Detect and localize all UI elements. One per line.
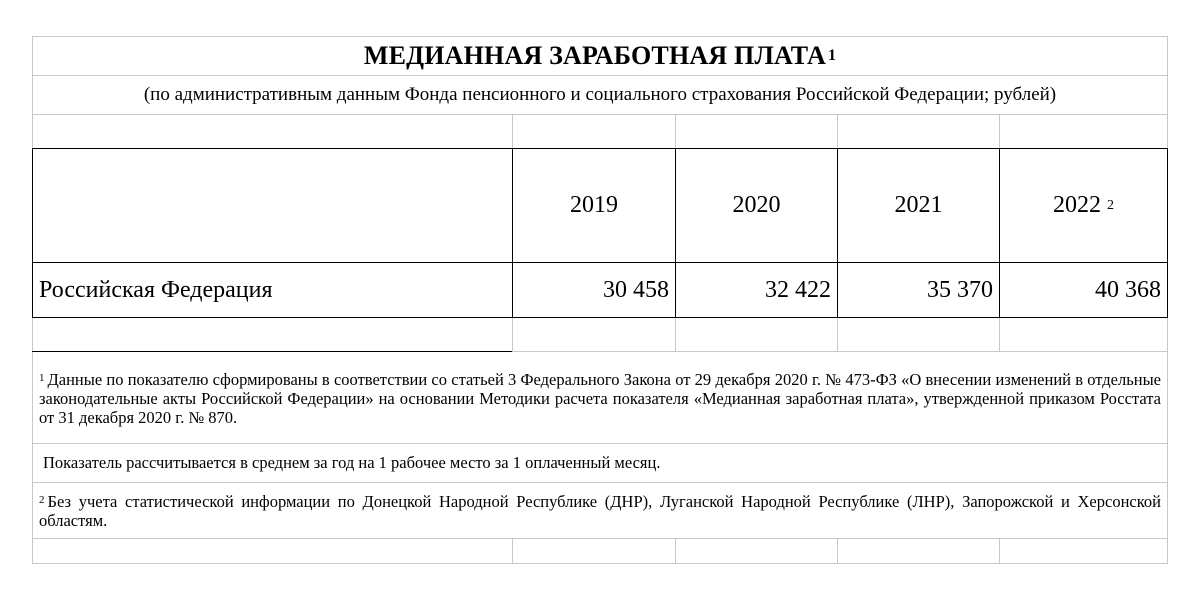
table-border bbox=[32, 317, 1168, 318]
grid-line bbox=[675, 538, 676, 564]
page-subtitle-text: (по административным данным Фонда пенсионного и социального страхования Российской Федерации; рублей) bbox=[143, 84, 1057, 105]
value-cell-2021[interactable] bbox=[838, 263, 999, 317]
grid-line bbox=[999, 538, 1000, 564]
page-title-text: МЕДИАННАЯ ЗАРАБОТНАЯ ПЛАТА bbox=[363, 41, 826, 70]
table-border bbox=[1167, 148, 1168, 318]
footnote-1-text: Данные по показателю сформированы в соответствии со статьей 3 Федерального Закона от 29 декабря 2020 г. № 473-ФЗ «О внесении изменений в отдельные законодательные акты Российской Федерации» на основании Методики расчета показателя «Медианная заработная плата», утвержденной приказом Росстата от 31 декабря 2020 г. № 870. bbox=[39, 369, 1161, 427]
grid-line bbox=[675, 317, 676, 351]
page-subtitle bbox=[33, 76, 1167, 114]
column-header-year: 2019 bbox=[570, 192, 618, 218]
value-text: 40 368 bbox=[1095, 276, 1161, 303]
grid-line bbox=[837, 538, 838, 564]
grid-line bbox=[32, 114, 1168, 115]
column-header-2019[interactable] bbox=[513, 149, 675, 262]
page-title bbox=[33, 37, 1167, 75]
grid-line bbox=[837, 317, 838, 351]
row-label-text: Российская Федерация bbox=[39, 276, 273, 303]
column-header-year: 2022 bbox=[1053, 192, 1101, 218]
value-text: 30 458 bbox=[603, 276, 669, 303]
column-header-year: 2021 bbox=[894, 192, 943, 218]
footnote-1-cell[interactable] bbox=[33, 352, 1167, 443]
value-cell-2020[interactable] bbox=[676, 263, 837, 317]
value-cell-2022[interactable] bbox=[1000, 263, 1167, 317]
value-text: 32 422 bbox=[765, 276, 831, 303]
grid-line bbox=[837, 114, 838, 148]
value-text: 35 370 bbox=[927, 276, 993, 303]
footnote-1-mark: 1 bbox=[39, 371, 45, 384]
grid-line bbox=[512, 317, 513, 351]
grid-line bbox=[675, 114, 676, 148]
footnote-1 bbox=[33, 369, 1167, 427]
column-header-2022[interactable] bbox=[1000, 149, 1167, 262]
row-label-russian-federation[interactable] bbox=[33, 263, 512, 317]
column-header-2021[interactable] bbox=[838, 149, 999, 262]
header-corner-cell[interactable] bbox=[33, 149, 512, 262]
footnote-2-text: Без учета статистической информации по Донецкой Народной Республике (ДНР), Луганской Народной Республике (ЛНР), Запорожской и Херсонской областям. bbox=[39, 492, 1161, 530]
title-footnote-mark: 1 bbox=[827, 47, 837, 64]
footnote-2-mark: 2 bbox=[39, 494, 45, 506]
grid-line bbox=[32, 563, 1168, 564]
column-header-2020[interactable] bbox=[676, 149, 837, 262]
footnote-2 bbox=[33, 491, 1167, 530]
calculation-note-cell[interactable] bbox=[33, 444, 1167, 482]
grid-line bbox=[32, 538, 1168, 539]
calculation-note-text: Показатель рассчитывается в среднем за год на 1 рабочее место за 1 оплаченный месяц. bbox=[43, 453, 661, 472]
column-header-year: 2020 bbox=[732, 192, 781, 218]
grid-line bbox=[999, 114, 1000, 148]
grid-line bbox=[512, 114, 513, 148]
footnote-2-cell[interactable] bbox=[33, 483, 1167, 538]
grid-line bbox=[512, 538, 513, 564]
column-footnote-mark: 2 bbox=[1107, 197, 1114, 213]
value-cell-2019[interactable] bbox=[513, 263, 675, 317]
grid-line bbox=[999, 317, 1000, 351]
